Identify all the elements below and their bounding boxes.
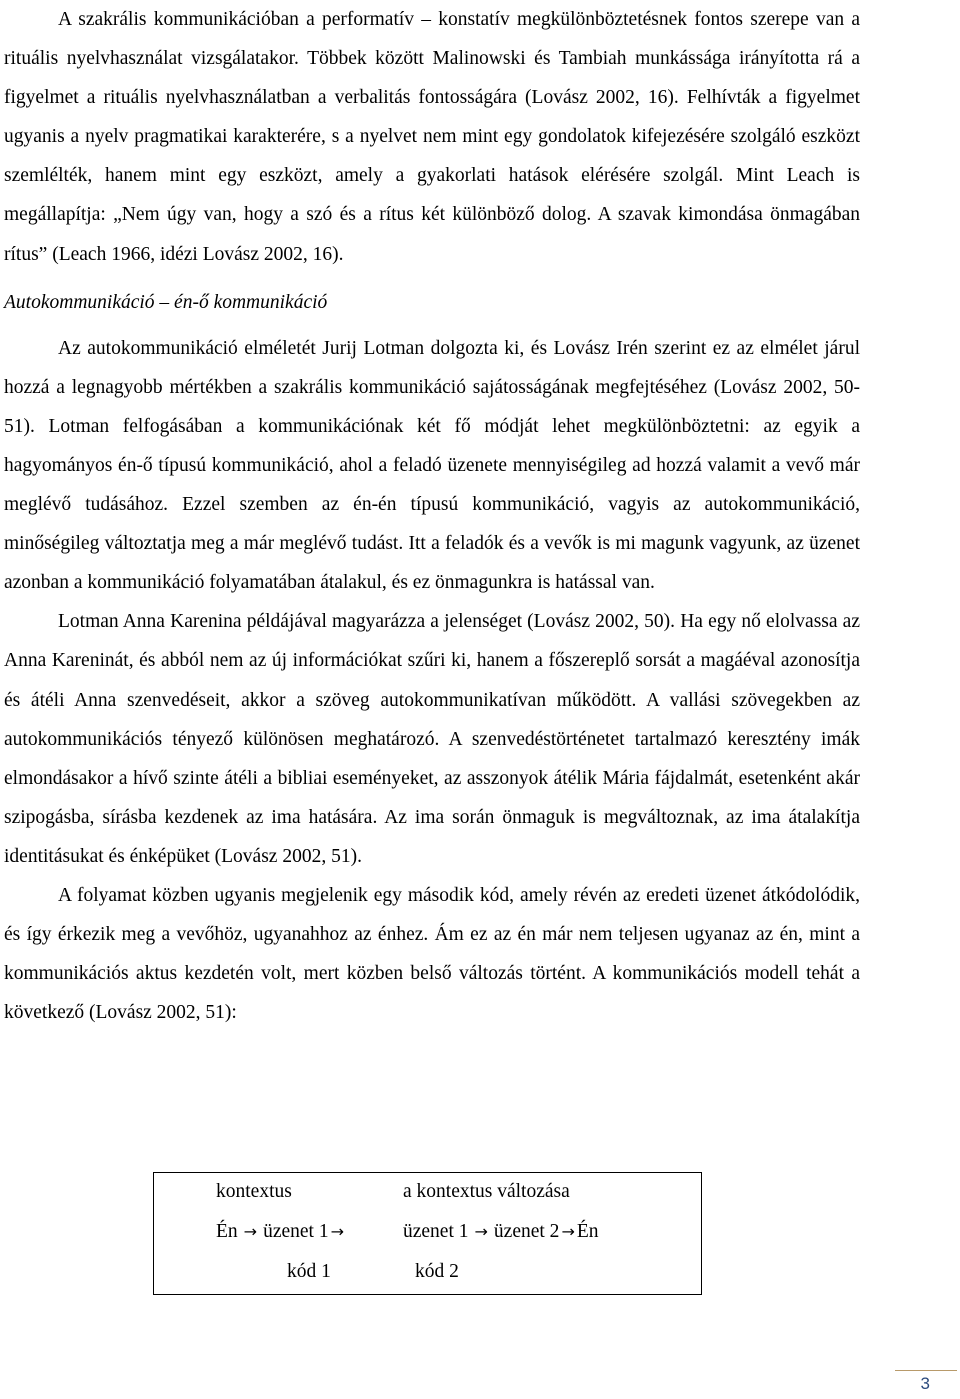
model-context-label: kontextus — [216, 1181, 292, 1202]
arrow-icon: → — [243, 1222, 258, 1241]
section-heading-autokommunikacio: Autokommunikáció – én-ő kommunikáció — [4, 291, 328, 313]
communication-model-box — [153, 1172, 702, 1295]
model-self-start: Én — [216, 1221, 238, 1242]
document-page — [4, 0, 860, 1032]
page-number-rule — [895, 1370, 957, 1371]
model-self-end: Én — [576, 1221, 599, 1242]
paragraph-lotman-theory: Az autokommunikáció elméletét Jurij Lotman dolgozta ki, és Lovász Irén szerint ez az elmélet járul hozzá a legnagyobb mértékben a szakrális kommunikáció sajátosságának megfejtéséhez (Lovász 2002, 50-51). Lotman felfogásában a kommunikációnak két fő módját lehet megkülönböztetni: az egyik a hagyományos én-ő típusú kommunikáció, ahol a feladó üzenete mennyiségileg ad hozzá valamit a vevő már meglévő tudásához. Ezzel szemben az én-én típusú kommunikáció, vagyis az autokommunikáció, minőségileg változtatja meg a már meglévő tudást. Itt a feladók és a vevők is mi magunk vagyunk, az üzenet azonban a kommunikáció folyamatában átalakul, és ez önmagunkra is hatással van. — [4, 337, 860, 594]
model-message-2: üzenet 2 — [493, 1221, 560, 1242]
model-code-2: kód 2 — [415, 1261, 459, 1282]
model-context-change-label: a kontextus változása — [403, 1181, 570, 1202]
model-message-1a: üzenet 1 — [263, 1221, 329, 1242]
paragraph-performative: A szakrális kommunikációban a performatív – konstatív megkülönböztetésnek fontos szerepe van a rituális nyelvhasználat vizsgálatakor. Többek között Malinowski és Tambiah munkássága irányította rá a figyelmet a rituális nyelvhasználatban a verbalitás fontosságára (Lovász 2002, 16). Felhívták a figyelmet ugyanis a nyelv pragmatikai karakterére, s a nyelvet nem mint egy gondolatok kifejezésére szolgáló eszközt szemlélték, hanem mint egy eszközt, amely a gyakorlati hatások elérésére szolgál. Mint Leach is megállapítja: „Nem úgy van, hogy a szó és a rítus két különböző dolog. A szavak kimondása önmagában rítus” (Leach 1966, idézi Lovász 2002, 16). — [4, 9, 860, 265]
paragraph-second-code: A folyamat közben ugyanis megjelenik egy második kód, amely révén az eredeti üzenet átkódolódik, és így érkezik meg a vevőhöz, ugyanahhoz az énhez. Ám ez az én már nem teljesen ugyanaz az én, mint a kommunikációs aktus kezdetén volt, mert közben belső változás történt. A kommunikációs modell tehát a következő (Lovász 2002, 51): — [4, 884, 860, 1024]
arrow-icon: → — [330, 1222, 344, 1241]
model-message-1b: üzenet 1 — [403, 1221, 469, 1242]
arrow-icon: → — [561, 1222, 575, 1241]
arrow-icon: → — [474, 1222, 488, 1241]
model-message-row-right — [403, 1220, 599, 1244]
model-code-1: kód 1 — [287, 1261, 331, 1282]
page-number: 3 — [920, 1374, 930, 1393]
paragraph-anna-karenina: Lotman Anna Karenina példájával magyarázza a jelenséget (Lovász 2002, 50). Ha egy nő elolvassa az Anna Kareninát, és abból nem az új információkat szűri ki, hanem a főszereplő sorsát a magáéval azonosítja és átéli Anna szenvedéseit, akkor a szöveg autokommunikatívan működött. A vallási szövegekben az autokommunikációs tényező különösen meghatározó. A szenvedéstörténetet tartalmazó keresztény imák elmondásakor a hívő szinte átéli a bibliai eseményeket, az asszonyok átélik Mária fájdalmát, esetenként akár szipogásba, sírásba kezdenek az ima hatására. Az ima során önmaguk is megváltoznak, az ima átalakítja identitásukat és énképüket (Lovász 2002, 51). — [4, 611, 860, 867]
model-message-row — [216, 1220, 346, 1244]
